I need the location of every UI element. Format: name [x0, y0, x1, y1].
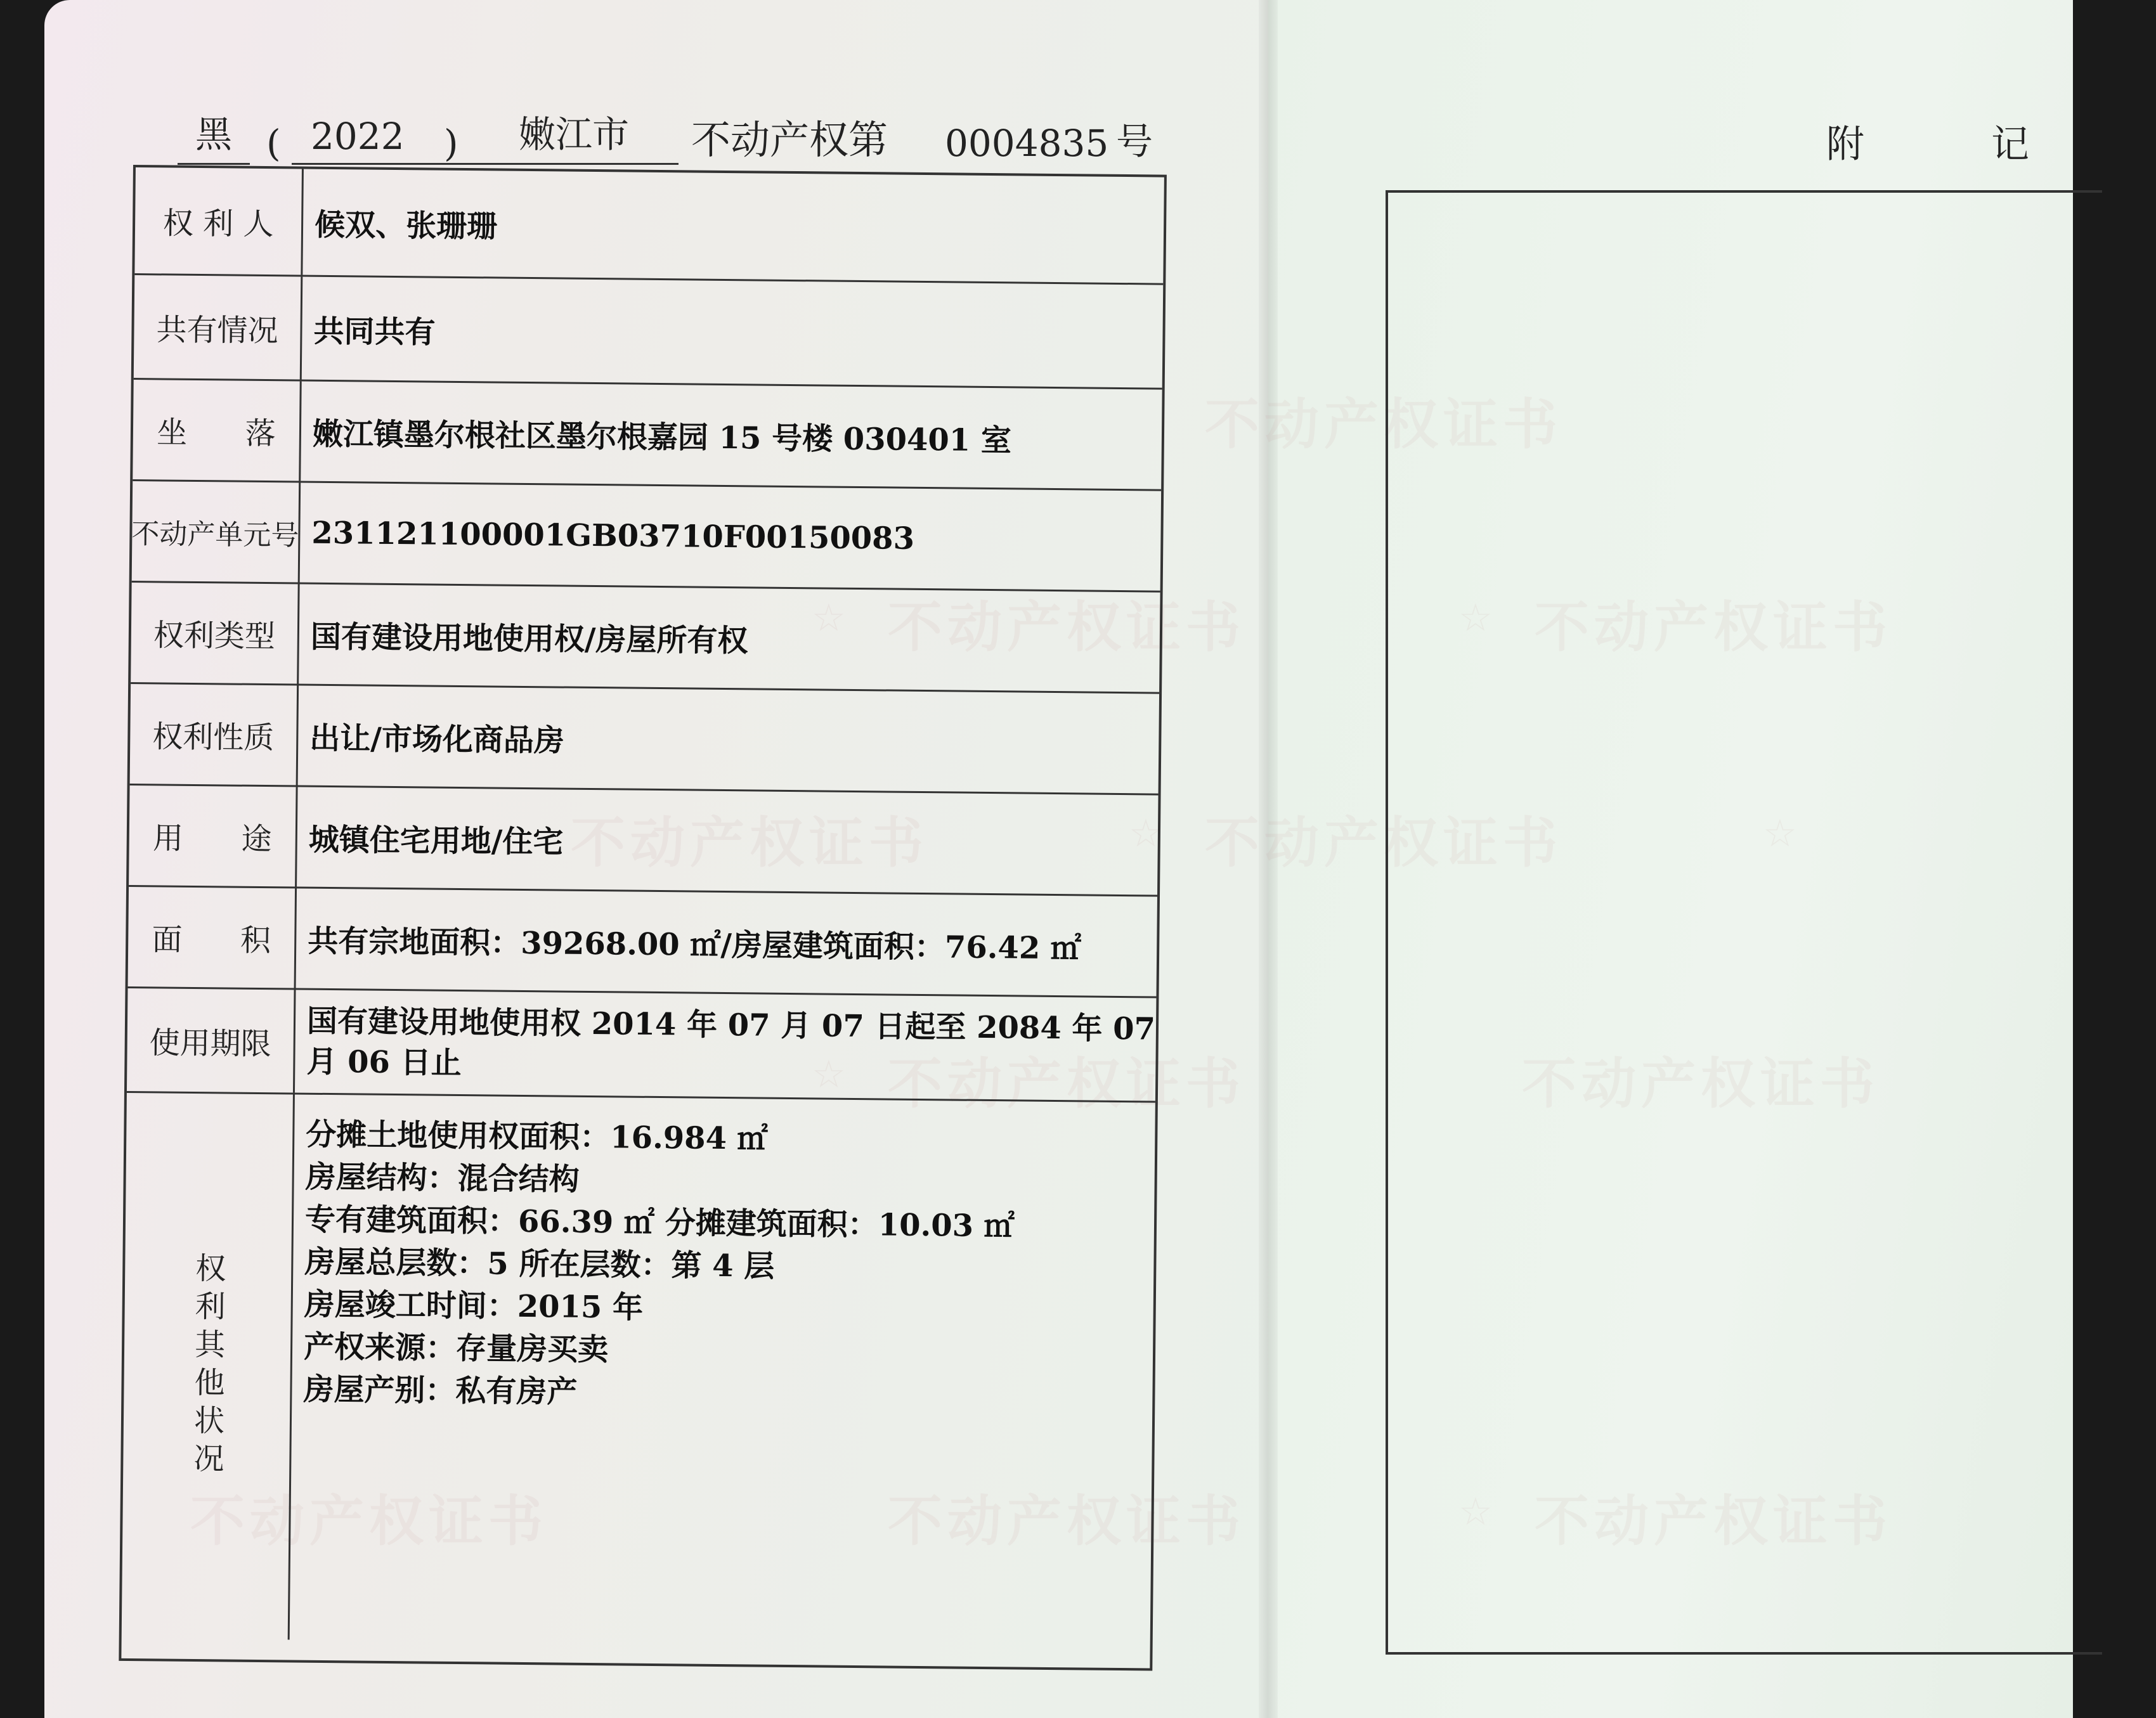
year-open-paren: ( — [266, 122, 281, 165]
other-line: 房屋竣工时间：2015 年 — [304, 1286, 644, 1326]
row-value: 共有宗地面积：39268.00 ㎡/房屋建筑面积：76.42 ㎡ — [307, 923, 1082, 967]
appendix-title: 附记 — [1826, 122, 2156, 167]
row-value: 231121100001GB03710F00150083 — [311, 515, 915, 557]
row-value: 城镇住宅用地/住宅 — [308, 822, 564, 860]
table-row — [132, 481, 1161, 593]
table-row — [131, 583, 1160, 694]
cert-suffix: 号 — [1116, 120, 1153, 163]
row-value: 国有建设用地使用权/房屋所有权 — [310, 619, 748, 659]
rights-table — [119, 165, 1167, 1671]
other-status-label: 权利其他状况 — [122, 1093, 295, 1640]
year-field: 2022 — [292, 115, 539, 165]
certificate-header — [178, 95, 1167, 165]
row-value: 共同共有 — [313, 313, 436, 351]
other-line: 专有建筑面积：66.39 ㎡ 分摊建筑面积：10.03 ㎡ — [304, 1201, 1015, 1244]
other-status-row — [122, 1093, 1155, 1648]
table-row — [134, 167, 1164, 285]
row-label: 权 利 人 — [134, 167, 304, 275]
row-value — [295, 990, 1156, 1101]
row-label: 权利性质 — [130, 684, 299, 785]
row-value: 候双、张珊珊 — [314, 207, 498, 245]
other-line: 产权来源：存量房买卖 — [303, 1329, 609, 1368]
table-row — [133, 380, 1162, 491]
cert-number: 0004835 — [945, 122, 1109, 165]
other-line: 分摊土地使用权面积：16.984 ㎡ — [306, 1116, 768, 1157]
other-line: 房屋产别：私有房产 — [303, 1371, 578, 1410]
row-label: 共有情况 — [134, 275, 303, 380]
term-line-1: 国有建设用地使用权 2014 年 07 月 07 日起至 2084 年 07 — [306, 1003, 1156, 1047]
table-row — [128, 887, 1157, 998]
cert-prefix: 不动产权第 — [691, 117, 888, 163]
row-label: 使用期限 — [127, 988, 296, 1093]
row-value: 嫩江镇墨尔根社区墨尔根嘉园 15 号楼 030401 室 — [312, 416, 1012, 459]
table-row — [130, 684, 1159, 796]
other-status-value — [290, 1095, 1155, 1648]
row-value: 出让/市场化商品房 — [309, 720, 565, 759]
province-field: 黑 — [178, 105, 250, 165]
row-label: 不动产单元号 — [132, 481, 301, 583]
row-label: 面 积 — [128, 887, 297, 988]
row-label: 用 途 — [129, 785, 297, 887]
other-line: 房屋结构：混合结构 — [305, 1159, 580, 1198]
table-row — [127, 988, 1157, 1103]
term-line-2: 月 06 日止 — [306, 1043, 462, 1082]
book-gutter — [1259, 0, 1278, 1718]
appendix-box — [1386, 190, 2102, 1655]
table-row — [134, 275, 1164, 390]
year-close-paren: ) — [444, 122, 458, 165]
table-row — [129, 785, 1158, 897]
row-label: 权利类型 — [131, 583, 299, 684]
city-field: 嫩江市 — [469, 105, 679, 165]
row-label: 坐 落 — [133, 380, 301, 481]
other-line: 房屋总层数：5 所在层数：第 4 层 — [304, 1244, 775, 1284]
